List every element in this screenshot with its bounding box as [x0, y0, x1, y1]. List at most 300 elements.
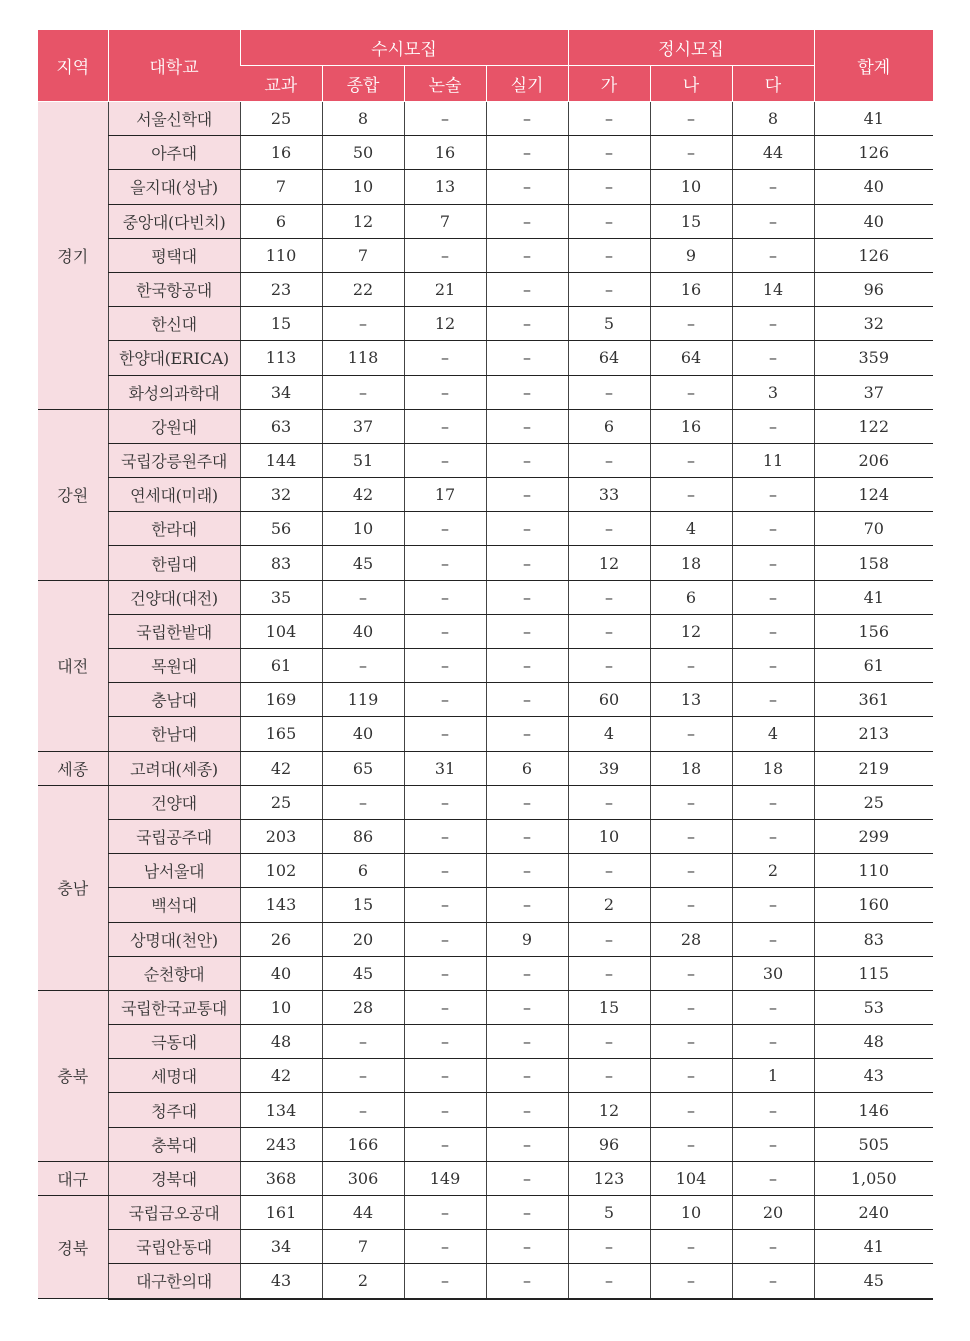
region-cell: 충북	[38, 990, 108, 1161]
region-cell: 대구	[38, 1161, 108, 1195]
count-cell: –	[486, 307, 568, 341]
count-cell: 39	[568, 751, 650, 785]
count-cell: –	[732, 614, 814, 648]
count-cell: 149	[404, 1161, 486, 1195]
total-cell: 70	[814, 512, 933, 546]
count-cell: –	[732, 409, 814, 443]
table-row	[38, 649, 933, 683]
count-cell: –	[486, 102, 568, 136]
count-cell: –	[404, 1264, 486, 1299]
count-cell: –	[486, 854, 568, 888]
count-cell: –	[486, 614, 568, 648]
count-cell: –	[404, 1059, 486, 1093]
university-cell: 대구한의대	[108, 1264, 240, 1299]
count-cell: –	[732, 1230, 814, 1264]
count-cell: 60	[568, 683, 650, 717]
university-cell: 한양대(ERICA)	[108, 341, 240, 375]
table-row	[38, 1025, 933, 1059]
header-sub-jonghap: 종합	[322, 66, 404, 102]
university-cell: 상명대(천안)	[108, 922, 240, 956]
count-cell: –	[486, 204, 568, 238]
count-cell: –	[650, 785, 732, 819]
table-row	[38, 1196, 933, 1230]
count-cell: –	[732, 580, 814, 614]
count-cell: 16	[240, 136, 322, 170]
count-cell: 42	[240, 751, 322, 785]
count-cell: –	[732, 307, 814, 341]
university-cell: 백석대	[108, 888, 240, 922]
count-cell: –	[404, 819, 486, 853]
count-cell: –	[732, 990, 814, 1024]
count-cell: –	[404, 1230, 486, 1264]
count-cell: –	[486, 272, 568, 306]
header-total: 합계	[814, 30, 933, 102]
total-cell: 40	[814, 170, 933, 204]
table-row	[38, 785, 933, 819]
count-cell: –	[486, 1059, 568, 1093]
count-cell: –	[568, 170, 650, 204]
count-cell: 51	[322, 443, 404, 477]
count-cell: –	[404, 375, 486, 409]
count-cell: –	[486, 717, 568, 751]
university-cell: 평택대	[108, 238, 240, 272]
count-cell: –	[650, 136, 732, 170]
region-cell: 세종	[38, 751, 108, 785]
count-cell: –	[486, 888, 568, 922]
count-cell: 2	[568, 888, 650, 922]
count-cell: –	[650, 888, 732, 922]
header-jeongsi: 정시모집	[568, 30, 814, 66]
university-cell: 청주대	[108, 1093, 240, 1127]
count-cell: –	[650, 1264, 732, 1299]
count-cell: 9	[486, 922, 568, 956]
count-cell: 18	[732, 751, 814, 785]
count-cell: 16	[650, 409, 732, 443]
university-cell: 남서울대	[108, 854, 240, 888]
total-cell: 83	[814, 922, 933, 956]
total-cell: 219	[814, 751, 933, 785]
table-row	[38, 238, 933, 272]
count-cell: –	[486, 1025, 568, 1059]
table-row	[38, 170, 933, 204]
count-cell: –	[568, 375, 650, 409]
count-cell: 12	[322, 204, 404, 238]
count-cell: 34	[240, 375, 322, 409]
count-cell: 7	[322, 238, 404, 272]
count-cell: 169	[240, 683, 322, 717]
count-cell: 44	[322, 1196, 404, 1230]
count-cell: –	[322, 580, 404, 614]
count-cell: 161	[240, 1196, 322, 1230]
university-cell: 한라대	[108, 512, 240, 546]
total-cell: 25	[814, 785, 933, 819]
total-cell: 41	[814, 1230, 933, 1264]
count-cell: –	[486, 512, 568, 546]
header-university: 대학교	[108, 30, 240, 102]
count-cell: 20	[322, 922, 404, 956]
table-row	[38, 272, 933, 306]
count-cell: –	[486, 375, 568, 409]
count-cell: –	[404, 922, 486, 956]
count-cell: –	[650, 102, 732, 136]
count-cell: –	[650, 956, 732, 990]
count-cell: 17	[404, 478, 486, 512]
count-cell: 15	[240, 307, 322, 341]
count-cell: –	[486, 819, 568, 853]
count-cell: –	[568, 512, 650, 546]
count-cell: 42	[322, 478, 404, 512]
total-cell: 41	[814, 580, 933, 614]
count-cell: 10	[322, 512, 404, 546]
count-cell: –	[732, 1093, 814, 1127]
count-cell: 6	[240, 204, 322, 238]
count-cell: –	[650, 819, 732, 853]
table-row	[38, 136, 933, 170]
count-cell: –	[322, 1059, 404, 1093]
table-row	[38, 683, 933, 717]
count-cell: 28	[650, 922, 732, 956]
count-cell: –	[404, 990, 486, 1024]
count-cell: –	[568, 1059, 650, 1093]
university-cell: 고려대(세종)	[108, 751, 240, 785]
table-row	[38, 990, 933, 1024]
count-cell: 243	[240, 1127, 322, 1161]
count-cell: –	[568, 102, 650, 136]
table-row	[38, 1264, 933, 1299]
count-cell: 31	[404, 751, 486, 785]
count-cell: –	[486, 136, 568, 170]
university-cell: 국립공주대	[108, 819, 240, 853]
count-cell: –	[568, 272, 650, 306]
count-cell: –	[486, 785, 568, 819]
count-cell: –	[486, 443, 568, 477]
university-cell: 경북대	[108, 1161, 240, 1195]
count-cell: –	[486, 956, 568, 990]
table-row	[38, 512, 933, 546]
table-row	[38, 819, 933, 853]
count-cell: 8	[732, 102, 814, 136]
count-cell: 165	[240, 717, 322, 751]
count-cell: 42	[240, 1059, 322, 1093]
count-cell: –	[732, 683, 814, 717]
region-cell: 강원	[38, 409, 108, 580]
total-cell: 359	[814, 341, 933, 375]
count-cell: 37	[322, 409, 404, 443]
count-cell: 10	[240, 990, 322, 1024]
count-cell: 113	[240, 341, 322, 375]
count-cell: 10	[568, 819, 650, 853]
total-cell: 126	[814, 136, 933, 170]
header-susi: 수시모집	[240, 30, 568, 66]
count-cell: –	[486, 580, 568, 614]
total-cell: 41	[814, 102, 933, 136]
header-sub-gyogwa: 교과	[240, 66, 322, 102]
count-cell: –	[732, 204, 814, 238]
university-cell: 한남대	[108, 717, 240, 751]
count-cell: 21	[404, 272, 486, 306]
count-cell: 35	[240, 580, 322, 614]
count-cell: –	[568, 785, 650, 819]
university-cell: 국립금오공대	[108, 1196, 240, 1230]
count-cell: –	[732, 546, 814, 580]
count-cell: –	[404, 683, 486, 717]
university-cell: 한림대	[108, 546, 240, 580]
table-row	[38, 1161, 933, 1195]
university-cell: 화성의과학대	[108, 375, 240, 409]
table-row	[38, 854, 933, 888]
count-cell: –	[650, 649, 732, 683]
count-cell: 2	[322, 1264, 404, 1299]
total-cell: 361	[814, 683, 933, 717]
count-cell: –	[732, 1127, 814, 1161]
university-cell: 연세대(미래)	[108, 478, 240, 512]
count-cell: –	[486, 546, 568, 580]
count-cell: 45	[322, 956, 404, 990]
header-sub-nonsul: 논술	[404, 66, 486, 102]
count-cell: 104	[650, 1161, 732, 1195]
table-row	[38, 443, 933, 477]
count-cell: –	[732, 1025, 814, 1059]
count-cell: –	[404, 785, 486, 819]
count-cell: 203	[240, 819, 322, 853]
count-cell: –	[732, 785, 814, 819]
count-cell: 134	[240, 1093, 322, 1127]
count-cell: 102	[240, 854, 322, 888]
university-cell: 건양대	[108, 785, 240, 819]
total-cell: 40	[814, 204, 933, 238]
table-row	[38, 1230, 933, 1264]
count-cell: –	[568, 238, 650, 272]
count-cell: 61	[240, 649, 322, 683]
count-cell: –	[486, 1196, 568, 1230]
count-cell: 64	[650, 341, 732, 375]
region-cell: 대전	[38, 580, 108, 751]
total-cell: 1,050	[814, 1161, 933, 1195]
count-cell: 6	[568, 409, 650, 443]
count-cell: 4	[732, 717, 814, 751]
count-cell: 7	[322, 1230, 404, 1264]
count-cell: –	[568, 580, 650, 614]
count-cell: –	[486, 409, 568, 443]
count-cell: –	[404, 1093, 486, 1127]
count-cell: –	[568, 614, 650, 648]
count-cell: 63	[240, 409, 322, 443]
count-cell: 15	[650, 204, 732, 238]
count-cell: 14	[732, 272, 814, 306]
total-cell: 37	[814, 375, 933, 409]
count-cell: 13	[650, 683, 732, 717]
count-cell: –	[404, 854, 486, 888]
table-row	[38, 614, 933, 648]
count-cell: 110	[240, 238, 322, 272]
table-row	[38, 375, 933, 409]
total-cell: 110	[814, 854, 933, 888]
total-cell: 48	[814, 1025, 933, 1059]
count-cell: –	[486, 1264, 568, 1299]
count-cell: –	[486, 1161, 568, 1195]
table-row	[38, 1059, 933, 1093]
count-cell: 16	[404, 136, 486, 170]
university-cell: 강원대	[108, 409, 240, 443]
total-cell: 32	[814, 307, 933, 341]
total-cell: 206	[814, 443, 933, 477]
count-cell: 12	[568, 546, 650, 580]
table-row	[38, 546, 933, 580]
count-cell: –	[732, 1161, 814, 1195]
count-cell: 10	[650, 1196, 732, 1230]
university-cell: 국립안동대	[108, 1230, 240, 1264]
university-cell: 세명대	[108, 1059, 240, 1093]
count-cell: 8	[322, 102, 404, 136]
count-cell: 2	[732, 854, 814, 888]
count-cell: –	[404, 1196, 486, 1230]
count-cell: –	[404, 614, 486, 648]
count-cell: –	[568, 204, 650, 238]
total-cell: 124	[814, 478, 933, 512]
count-cell: –	[650, 375, 732, 409]
count-cell: 7	[240, 170, 322, 204]
count-cell: –	[322, 1025, 404, 1059]
count-cell: –	[404, 1025, 486, 1059]
count-cell: –	[486, 1093, 568, 1127]
count-cell: –	[486, 1230, 568, 1264]
count-cell: 306	[322, 1161, 404, 1195]
count-cell: 45	[322, 546, 404, 580]
count-cell: –	[404, 512, 486, 546]
count-cell: 50	[322, 136, 404, 170]
count-cell: –	[404, 956, 486, 990]
count-cell: –	[404, 238, 486, 272]
count-cell: –	[486, 238, 568, 272]
count-cell: –	[732, 1264, 814, 1299]
count-cell: –	[568, 1264, 650, 1299]
university-cell: 국립한밭대	[108, 614, 240, 648]
count-cell: 9	[650, 238, 732, 272]
count-cell: 15	[322, 888, 404, 922]
count-cell: –	[404, 649, 486, 683]
total-cell: 156	[814, 614, 933, 648]
table-row	[38, 102, 933, 136]
count-cell: 18	[650, 546, 732, 580]
count-cell: 6	[486, 751, 568, 785]
university-cell: 아주대	[108, 136, 240, 170]
count-cell: 86	[322, 819, 404, 853]
count-cell: –	[486, 683, 568, 717]
count-cell: 25	[240, 785, 322, 819]
count-cell: –	[486, 1127, 568, 1161]
count-cell: –	[650, 478, 732, 512]
table-row	[38, 956, 933, 990]
university-cell: 건양대(대전)	[108, 580, 240, 614]
count-cell: 368	[240, 1161, 322, 1195]
count-cell: 43	[240, 1264, 322, 1299]
count-cell: 5	[568, 1196, 650, 1230]
table-row	[38, 341, 933, 375]
count-cell: 6	[650, 580, 732, 614]
count-cell: 83	[240, 546, 322, 580]
count-cell: 40	[322, 717, 404, 751]
count-cell: 1	[732, 1059, 814, 1093]
count-cell: 33	[568, 478, 650, 512]
count-cell: –	[486, 170, 568, 204]
count-cell: –	[322, 785, 404, 819]
count-cell: –	[404, 546, 486, 580]
university-cell: 한국항공대	[108, 272, 240, 306]
count-cell: 10	[650, 170, 732, 204]
table-row	[38, 478, 933, 512]
count-cell: –	[732, 888, 814, 922]
count-cell: –	[486, 649, 568, 683]
count-cell: –	[732, 170, 814, 204]
count-cell: –	[568, 136, 650, 170]
count-cell: –	[322, 375, 404, 409]
total-cell: 126	[814, 238, 933, 272]
count-cell: –	[404, 443, 486, 477]
count-cell: –	[650, 1059, 732, 1093]
header-sub-silgi: 실기	[486, 66, 568, 102]
table-row	[38, 717, 933, 751]
count-cell: –	[568, 649, 650, 683]
total-cell: 115	[814, 956, 933, 990]
count-cell: –	[650, 1025, 732, 1059]
count-cell: 16	[650, 272, 732, 306]
count-cell: –	[568, 956, 650, 990]
university-cell: 목원대	[108, 649, 240, 683]
table-row	[38, 409, 933, 443]
total-cell: 240	[814, 1196, 933, 1230]
total-cell: 96	[814, 272, 933, 306]
count-cell: –	[404, 888, 486, 922]
total-cell: 505	[814, 1127, 933, 1161]
count-cell: –	[404, 580, 486, 614]
table-row	[38, 888, 933, 922]
count-cell: –	[322, 1093, 404, 1127]
region-cell: 경북	[38, 1196, 108, 1299]
count-cell: 44	[732, 136, 814, 170]
total-cell: 43	[814, 1059, 933, 1093]
count-cell: 144	[240, 443, 322, 477]
count-cell: 28	[322, 990, 404, 1024]
total-cell: 158	[814, 546, 933, 580]
count-cell: 12	[568, 1093, 650, 1127]
count-cell: 40	[240, 956, 322, 990]
count-cell: 166	[322, 1127, 404, 1161]
count-cell: 25	[240, 102, 322, 136]
header-sub-na: 나	[650, 66, 732, 102]
count-cell: –	[650, 854, 732, 888]
count-cell: –	[732, 238, 814, 272]
count-cell: 34	[240, 1230, 322, 1264]
count-cell: –	[650, 443, 732, 477]
count-cell: 5	[568, 307, 650, 341]
count-cell: 64	[568, 341, 650, 375]
count-cell: –	[486, 341, 568, 375]
count-cell: 119	[322, 683, 404, 717]
count-cell: –	[732, 478, 814, 512]
count-cell: –	[650, 307, 732, 341]
count-cell: 15	[568, 990, 650, 1024]
count-cell: 48	[240, 1025, 322, 1059]
university-cell: 국립한국교통대	[108, 990, 240, 1024]
count-cell: –	[732, 512, 814, 546]
total-cell: 61	[814, 649, 933, 683]
count-cell: 32	[240, 478, 322, 512]
university-cell: 충남대	[108, 683, 240, 717]
count-cell: –	[322, 307, 404, 341]
count-cell: –	[404, 717, 486, 751]
count-cell: 40	[322, 614, 404, 648]
count-cell: 23	[240, 272, 322, 306]
